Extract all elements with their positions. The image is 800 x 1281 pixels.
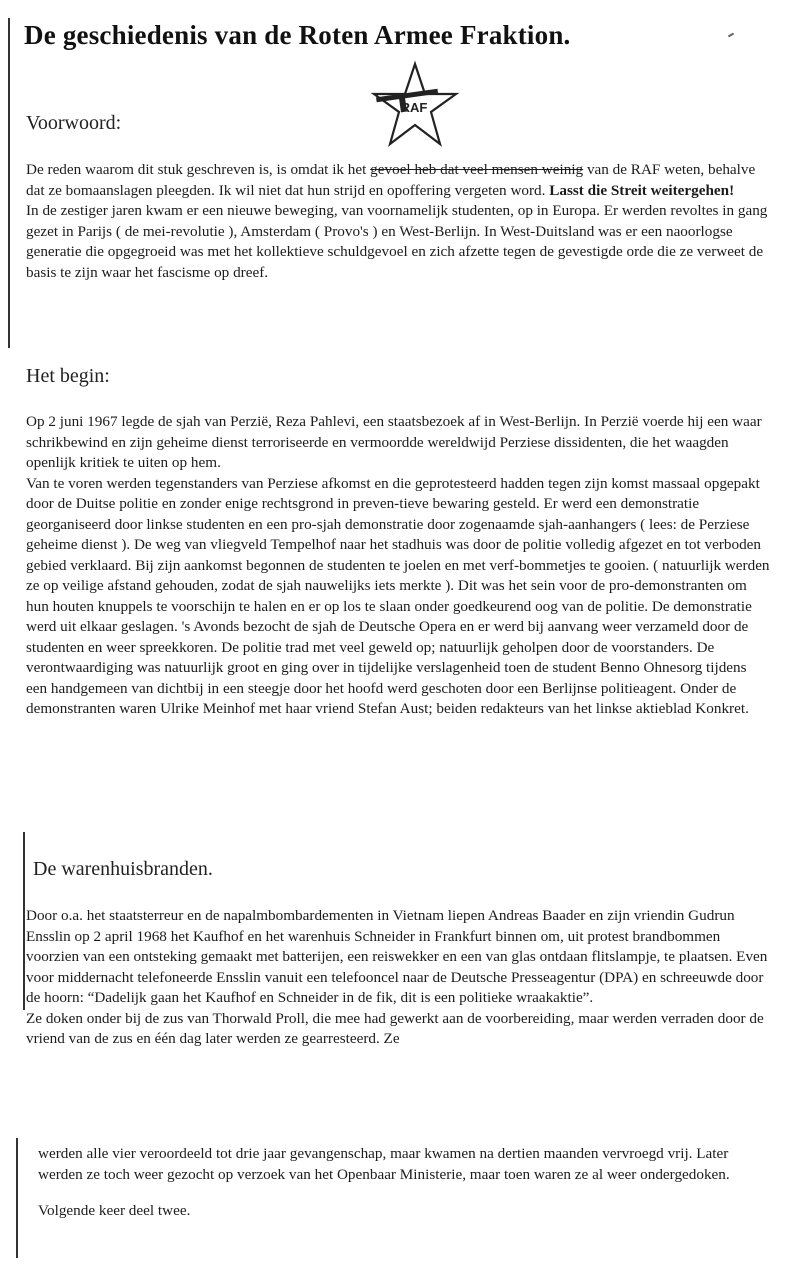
het-begin-paragraph-2: Van te voren werden tegenstanders van Perziese afkomst en die geprotesteerd hadden tegen zijn komst massaal opgepakt door de Duitse politie en zonder enige rechtsgrond in preven-tieve bewaring gesteld. Er werd een demonstratie georganiseerd door linkse studenten en een pro-sjah demonstratie door zogenaamde sjah-aanhangers ( lees: de Perziese geheime dienst ). De weg van vliegveld Tempelhof naar het stadhuis was door de politie volledig afgezet en tot verboden gebied verklaard. Bij zijn aankomst begonnen de studenten te joelen en met verf-bommetjes te gooien. ( natuurlijk werden ze op veilige afstand gehouden, zodat de sjah nauwelijks iets merkte ). Dit was het sein voor de pro-demonstranten om hun houten knuppels te voorschijn te halen en er op los te slaan onder goedkeurend oog van de politie. De demonstratie werd uit elkaar geslagen. 's Avonds bezocht de sjah de Deutsche Opera en er werd bij aanvang weer verzameld door de studenten en weer spreekkoren. De politie trad met veel geweld op; natuurlijk geholpen door de voorstanders. De verontwaardiging was natuurlijk groot en ging over in tijdelijke verslagenheid toen de student Benno Ohnesorg tijdens een handgemeen van dichtbij in een steegje door het hoofd werd geschoten door een Berlijnse politieagent. Onder de demonstranten waren Ulrike Meinhof met haar vriend Stefan Aust; beiden redakteurs van het linkse aktieblad Konkret. — [26, 474, 770, 717]
warenhuis-paragraph-3: werden alle vier veroordeeld tot drie jaar gevangenschap, maar kwamen na dertien maanden vervroegd vrij. Later werden ze toch weer gezocht op verzoek van het Openbaar Ministerie, maar toen waren ze al weer ondergedoken. — [38, 1145, 730, 1183]
warenhuis-paragraph-1: Door o.a. het staatsterreur en de napalmbombardementen in Vietnam liepen Andreas Baader en zijn vriendin Gudrun Ensslin op 2 april 1968 het Kaufhof en het warenhuis Schneider in Frankfurt binnen om, uit protest brandbommen voorzien van een ontsteking gemaakt met batterijen, een reiswekker en een van glas ontdaan flitslampje, te plaatsen. Even voor middernacht telefoneerde Ensslin vanuit een telefooncel naar de Deutsche Presseagentur (DPA) en schreeuwde door de hoorn: “Dadelijk gaan het Kaufhof en Schneider in de fik, dit is een politieke wraakaktie”. — [26, 907, 768, 1006]
bold-slogan: Lasst die Streit weitergehen! — [549, 181, 735, 199]
voorwoord-paragraph-1: De reden waarom dit stuk geschreven is, is omdat ik het gevoel heb dat veel mensen weinig van de RAF weten, behalve dat ze bomaanslagen pleegden. Ik wil niet dat hun strijd en opoffering vergeten word. Lasst die Streit weitergehen! — [26, 161, 756, 199]
voorwoord-body — [26, 160, 771, 283]
scan-speck — [728, 33, 734, 38]
struck-text: gevoel heb dat veel mensen weinig — [370, 161, 584, 178]
section-heading-voorwoord: Voorwoord: — [26, 112, 122, 134]
left-margin-line-top — [8, 18, 10, 348]
warenhuis-continuation — [38, 1144, 773, 1222]
closing-line: Volgende keer deel twee. — [38, 1202, 191, 1219]
left-margin-line-bottom — [16, 1138, 18, 1258]
section-heading-het-begin: Het begin: — [26, 365, 110, 387]
het-begin-paragraph-1: Op 2 juni 1967 legde de sjah van Perzië, Reza Pahlevi, een staatsbezoek af in West-Berlijn. In Perzië voerde hij een waar schrikbewind en zijn geheime dienst terroriseerde en vermoordde wereldwijd Perziese dissidenten, die het waagden openlijk kritiek te uiten op hem. — [26, 413, 762, 471]
document-title: De geschiedenis van de Roten Armee Fraktion. — [24, 20, 571, 50]
raf-logo-star-icon — [370, 60, 460, 150]
het-begin-body — [26, 412, 771, 720]
voorwoord-paragraph-2: In de zestiger jaren kwam er een nieuwe beweging, van voornamelijk studenten, op in Europa. Er werden revoltes in gang gezet in Parijs ( de mei-revolutie ), Amsterdam ( Provo's ) en West-Berlijn. In West-Duitsland was er een naoorlogse generatie die opgegroeid was met het kollektieve schuldgevoel en zich afzette tegen de gevestigde orde die ze verweet de basis te zijn waar het fascisme op dreef. — [26, 202, 768, 281]
warenhuis-body — [26, 906, 771, 1050]
section-heading-warenhuisbranden: De warenhuisbranden. — [33, 858, 213, 880]
warenhuis-paragraph-2: Ze doken onder bij de zus van Thorwald Proll, die mee had gewerkt aan de voorbereiding, maar werden verraden door de vriend van de zus en één dag later werden ze gearresteerd. Ze — [26, 1009, 764, 1047]
left-margin-line-middle — [23, 832, 25, 1010]
raf-logo-text: RAF — [400, 100, 428, 115]
